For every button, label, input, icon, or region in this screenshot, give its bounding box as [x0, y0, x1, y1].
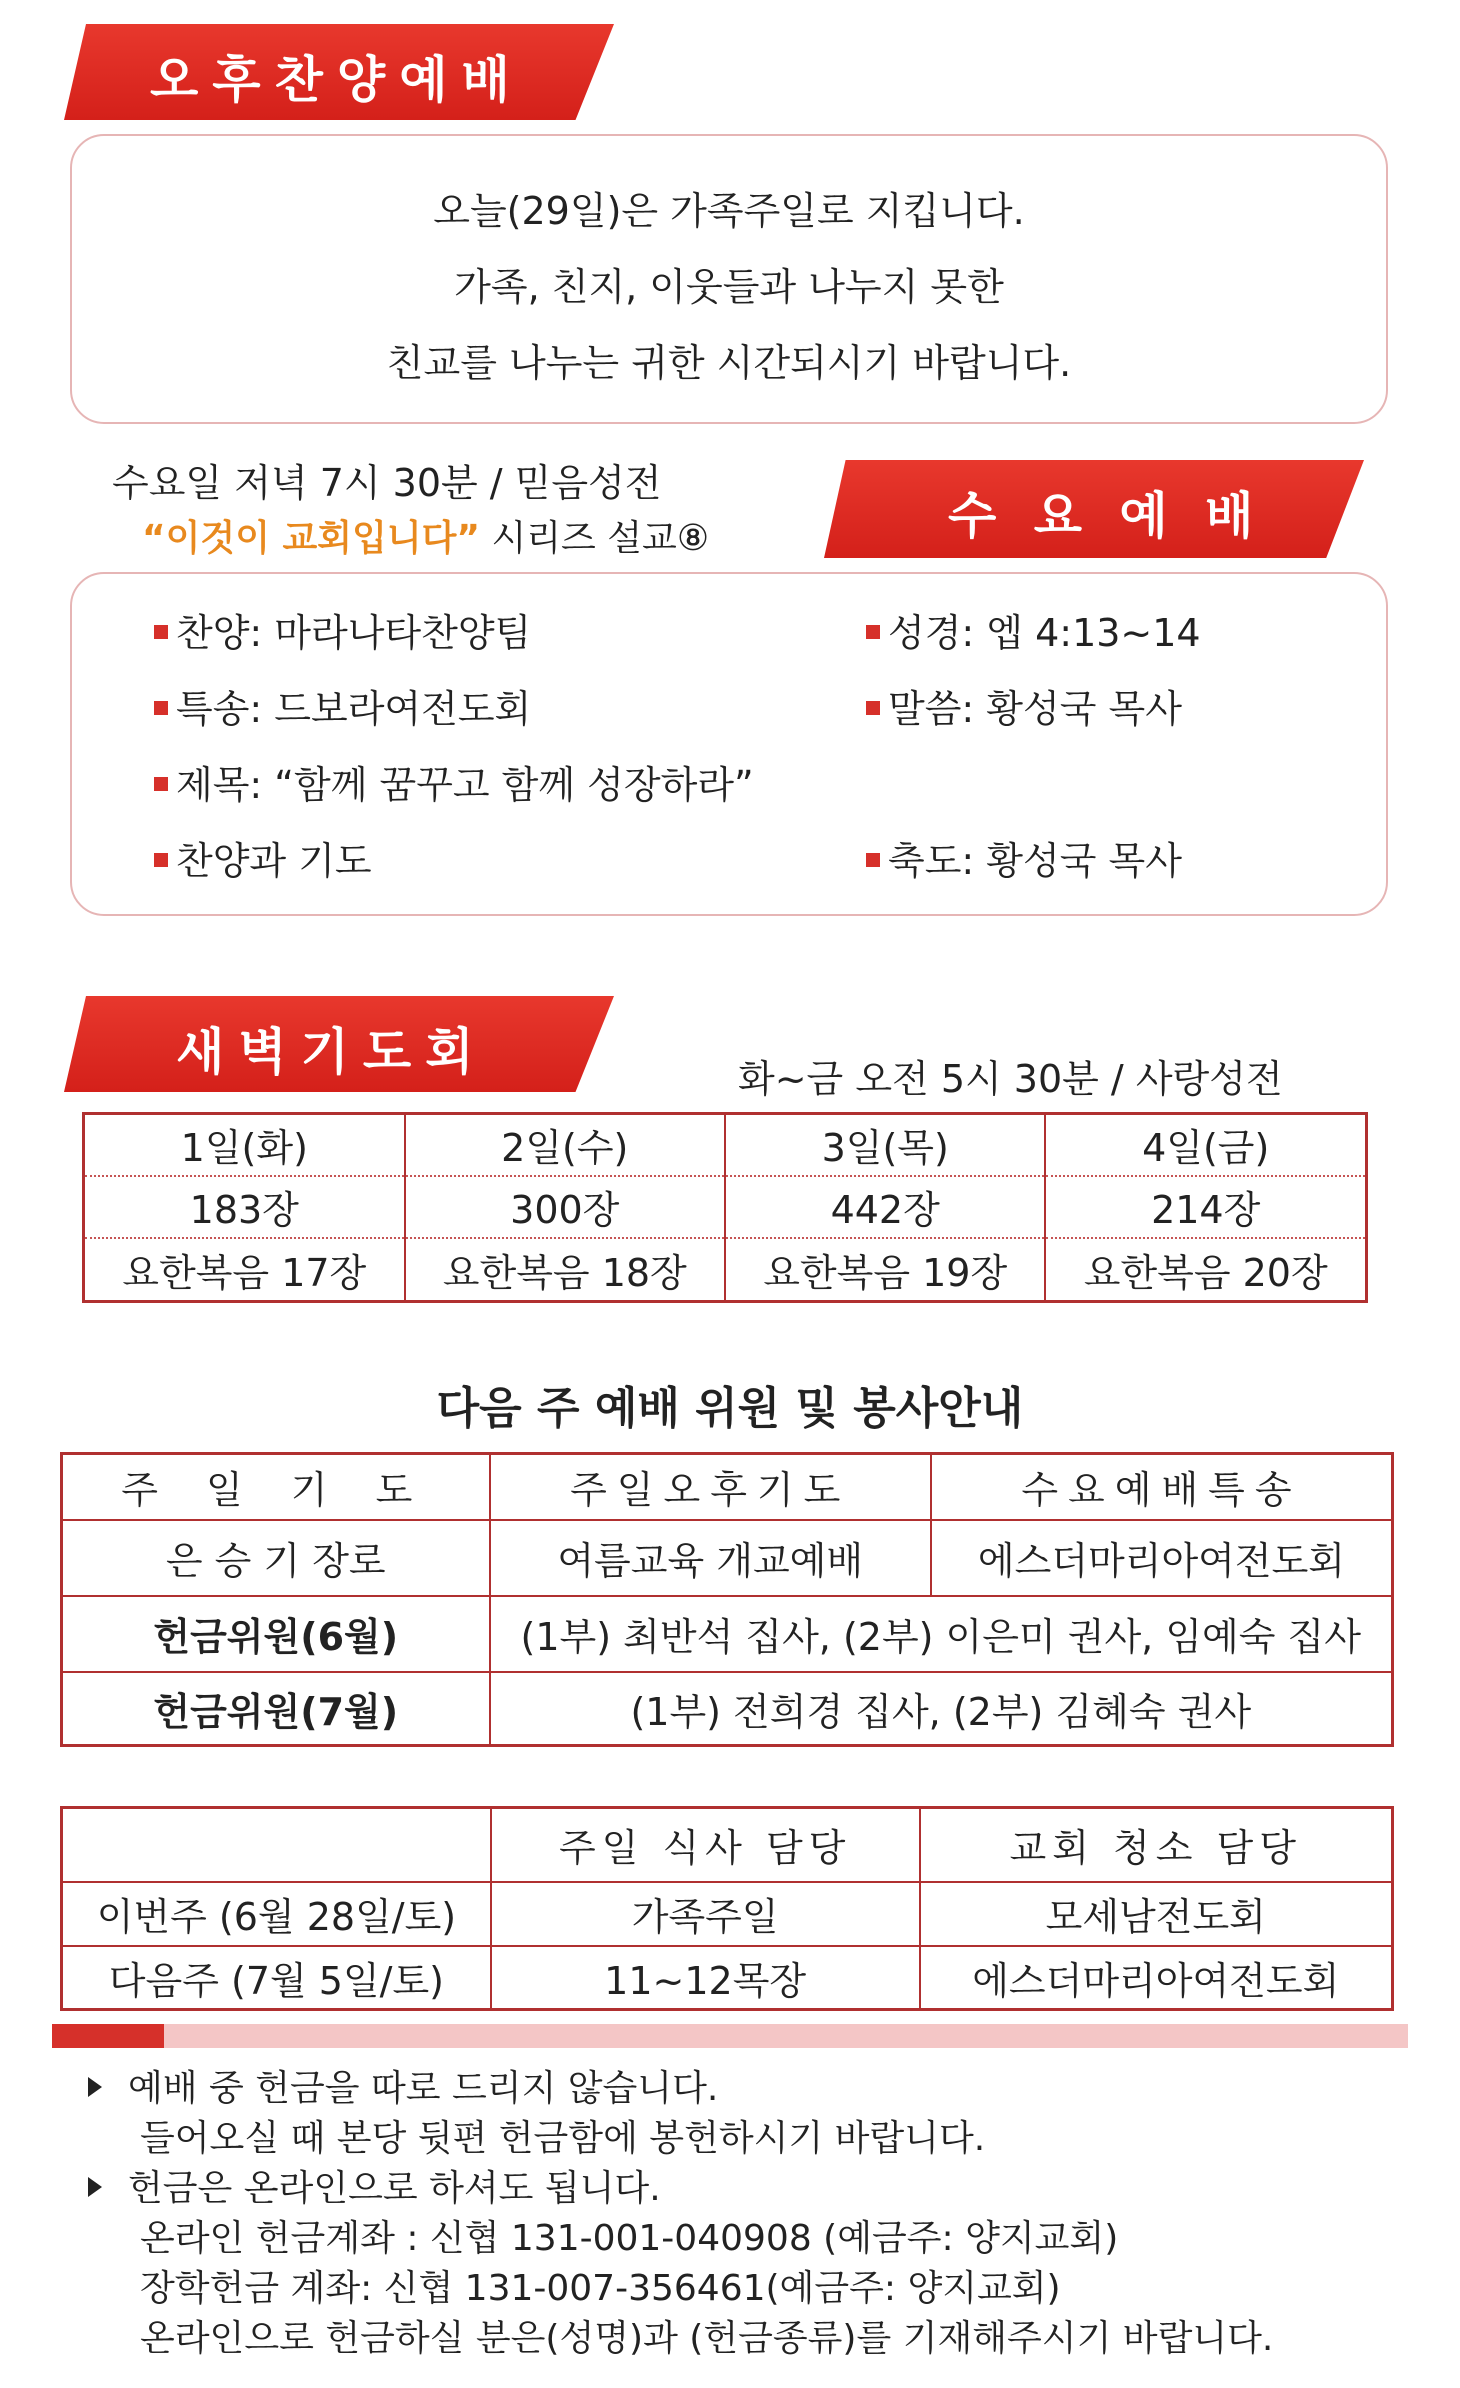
afternoon-box — [70, 134, 1388, 424]
duty-header — [62, 1808, 491, 1882]
dawn-day: 4일(금) — [1045, 1114, 1366, 1176]
service-cell: 여름교육 개교예배 — [490, 1520, 931, 1596]
triangle-bullet-icon — [88, 2077, 102, 2097]
wednesday-box — [70, 572, 1388, 916]
service-label: 헌금위원(6월) — [62, 1596, 490, 1672]
service-label: 헌금위원(7월) — [62, 1672, 490, 1746]
wednesday-time: 수요일 저녁 7시 30분 / 믿음성전 — [112, 461, 662, 505]
service-cell: 은 승 기 장로 — [62, 1520, 490, 1596]
wednesday-item: 말씀: 황성국 목사 — [866, 678, 1182, 733]
wednesday-series — [142, 510, 709, 561]
bullet-square-icon — [154, 853, 168, 867]
afternoon-line-1: 오늘(29일)은 가족주일로 지킵니다. — [433, 189, 1025, 233]
service-table — [60, 1452, 1394, 1747]
notice-1-line-2: 들어오실 때 본당 뒷편 헌금함에 봉헌하시기 바랍니다. — [140, 2118, 986, 2159]
dawn-reading: 요한복음 19장 — [725, 1238, 1045, 1302]
duty-header: 주일 식사 담당 — [491, 1808, 920, 1882]
duty-cell: 에스더마리아여전도회 — [972, 1958, 1340, 2003]
bullet-square-icon — [154, 701, 168, 715]
duty-cell: 가족주일 — [491, 1882, 920, 1946]
dawn-day: 3일(목) — [725, 1114, 1045, 1176]
wednesday-item: 축도: 황성국 목사 — [866, 830, 1182, 885]
wednesday-item: 성경: 엡 4:13~14 — [866, 602, 1201, 657]
bullet-square-icon — [154, 625, 168, 639]
notice-2-line-2: 온라인 헌금계좌 : 신협 131-001-040908 (예금주: 양지교회) — [140, 2218, 1119, 2259]
notice-2-line-3: 장학헌금 계좌: 신협 131-007-356461(예금주: 양지교회) — [140, 2268, 1061, 2309]
notice-2: 헌금은 온라인으로 하셔도 됩니다. — [88, 2160, 661, 2211]
service-header: 주일오후기도 — [490, 1454, 931, 1520]
dawn-reading: 요한복음 20장 — [1083, 1250, 1328, 1295]
dawn-time: 화~금 오전 5시 30분 / 사랑성전 — [738, 1057, 1283, 1101]
dawn-reading: 요한복음 18장 — [405, 1238, 725, 1302]
dawn-reading: 요한복음 17장 — [84, 1238, 405, 1302]
dawn-hymn: 300장 — [405, 1176, 725, 1238]
series-quote: “이것이 교회입니다” — [142, 518, 481, 559]
duty-cell: 11~12목장 — [491, 1946, 920, 2010]
divider-accent — [52, 2024, 164, 2048]
dawn-hymn: 214장 — [1045, 1176, 1366, 1238]
afternoon-title: 오후찬양예배 — [150, 51, 524, 109]
notice-2-line-4: 온라인으로 헌금하실 분은(성명)과 (헌금종류)를 기재해주시기 바랍니다. — [140, 2318, 1274, 2359]
bullet-square-icon — [154, 777, 168, 791]
series-rest: 시리즈 설교⑧ — [480, 518, 710, 559]
afternoon-line-2: 가족, 친지, 이웃들과 나누지 못한 — [454, 265, 1004, 309]
dawn-hymn: 183장 — [84, 1176, 405, 1238]
notice-1: 예배 중 헌금을 따로 드리지 않습니다. — [88, 2060, 718, 2111]
dawn-title: 새벽기도회 — [176, 1023, 488, 1081]
triangle-bullet-icon — [88, 2177, 102, 2197]
dawn-hymn: 442장 — [725, 1176, 1045, 1238]
duty-table — [60, 1806, 1394, 2011]
duty-cell: 모세남전도회 — [920, 1882, 1393, 1946]
service-value: (1부) 전희경 집사, (2부) 김혜숙 권사 — [630, 1689, 1252, 1734]
divider-light — [164, 2024, 1408, 2048]
bullet-square-icon — [866, 625, 880, 639]
afternoon-line-3: 친교를 나누는 귀한 시간되시기 바랍니다. — [386, 341, 1072, 385]
wednesday-item: 찬양: 마라나타찬양팀 — [154, 602, 531, 657]
duty-cell: 이번주 (6월 28일/토) — [62, 1882, 491, 1946]
dawn-day: 2일(수) — [405, 1114, 725, 1176]
duty-header: 교회 청소 담당 — [920, 1808, 1393, 1882]
service-value: (1부) 최반석 집사, (2부) 이은미 권사, 임예숙 집사 — [490, 1596, 1393, 1672]
service-heading: 다음 주 예배 위원 및 봉사안내 — [436, 1383, 1024, 1434]
duty-cell: 다음주 (7월 5일/토) — [62, 1946, 491, 2010]
wednesday-item: 찬양과 기도 — [154, 830, 372, 885]
bullet-square-icon — [866, 853, 880, 867]
service-header: 수요예배특송 — [931, 1454, 1393, 1520]
dawn-day: 1일(화) — [84, 1114, 405, 1176]
service-header: 주 일 기 도 — [62, 1454, 490, 1520]
dawn-table — [82, 1112, 1368, 1303]
wednesday-item: 특송: 드보라여전도회 — [154, 678, 531, 733]
service-cell: 에스더마리아여전도회 — [931, 1520, 1393, 1596]
bullet-square-icon — [866, 701, 880, 715]
wednesday-item: 제목: “함께 꿈꾸고 함께 성장하라” — [154, 754, 754, 809]
wednesday-title: 수 요 예 배 — [948, 487, 1264, 545]
